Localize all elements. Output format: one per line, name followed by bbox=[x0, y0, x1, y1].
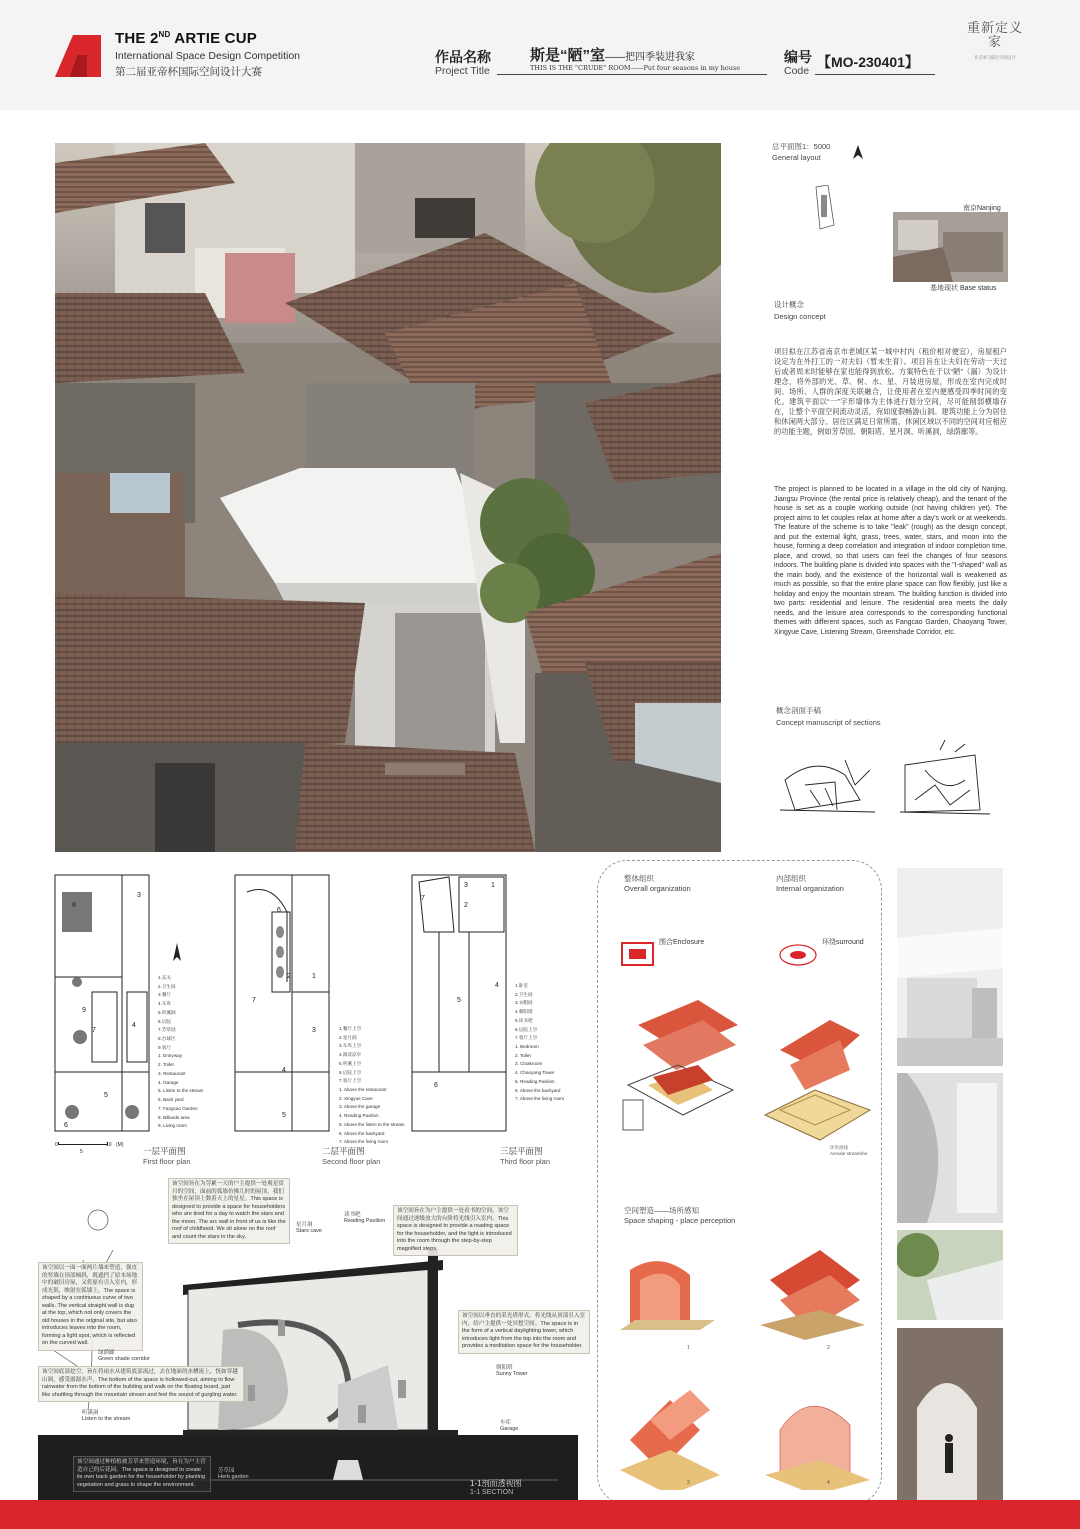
svg-text:8: 8 bbox=[72, 902, 76, 909]
first-floor-legend-item: 4.车库 bbox=[158, 1001, 172, 1007]
second-floor-legend-item: 7.客厅上空 bbox=[339, 1078, 362, 1084]
third-floor-legend-item: 6. Above the backyard bbox=[515, 1087, 561, 1093]
svg-text:6: 6 bbox=[277, 907, 281, 914]
brand-subtitle: International Space Design Competition bbox=[115, 50, 301, 62]
second-floor-plan bbox=[232, 872, 332, 1134]
third-floor-legend-item: 1. Bedroom bbox=[515, 1044, 539, 1050]
interior-rendering-3-art bbox=[897, 1230, 1003, 1320]
svg-text:3: 3 bbox=[137, 892, 141, 899]
site-plan-icon bbox=[806, 185, 836, 230]
interior-rendering-1-art bbox=[897, 868, 1003, 1066]
first-floor-legend-item: 7.芳草园 bbox=[158, 1027, 176, 1033]
second-floor-caption-cn: 二层平面图 bbox=[322, 1146, 365, 1156]
space-shaping-diagrams bbox=[620, 1240, 870, 1490]
third-floor-caption-cn: 三层平面图 bbox=[500, 1146, 543, 1156]
design-concept-cn: 设计概念 bbox=[774, 300, 804, 309]
second-floor-legend-item: 5.听溪上空 bbox=[339, 1060, 362, 1066]
third-floor-legend-item: 4.朝阳塔 bbox=[515, 1009, 533, 1015]
label-herb-en: Herb garden bbox=[218, 1474, 249, 1480]
annular-streamline-label bbox=[830, 1145, 868, 1156]
design-concept-en: Design concept bbox=[774, 312, 826, 321]
third-floor-legend-item: 7.客厅上空 bbox=[515, 1035, 538, 1041]
seal-text: 重新定义家 bbox=[966, 21, 1023, 51]
svg-text:5: 5 bbox=[104, 1092, 108, 1099]
hero-rendering bbox=[55, 143, 721, 852]
artie-cup-logo bbox=[55, 33, 101, 77]
first-floor-legend-item: 8.台球区 bbox=[158, 1036, 176, 1042]
label-garage-cn: 车库 bbox=[500, 1420, 512, 1426]
interior-rendering-4-art bbox=[897, 1328, 1003, 1500]
second-floor-caption-en: Second floor plan bbox=[322, 1157, 381, 1166]
annular-streamline-cn: 环形流线 bbox=[830, 1145, 848, 1150]
first-floor-legend-item: 7. Fangcao Garden bbox=[158, 1105, 198, 1111]
section-note-stream: 该空间底部挖空，旨在将雨水从建筑底部流过，去在地面的水槽流上，恍如穿越山涧，感受潺潺水声。The bottom of the space is hollowed-out, aiming to flow rainwater from the bottom of the building and walk on the floating board, just like shuttling through the mountain stream and feel the sound of gurgling water. bbox=[38, 1366, 244, 1402]
first-floor-legend-item: 6. Back yard bbox=[158, 1097, 184, 1103]
first-floor-legend-item: 9.客厅 bbox=[158, 1044, 172, 1050]
second-floor-legend-item: 2. Xingyue Cave bbox=[339, 1095, 373, 1101]
brand-subtitle-cn: 第二届亚帝杯国际空间设计大赛 bbox=[115, 66, 262, 78]
section-note-herb: 该空间通过种植植被芳草来塑造环境，旨在为户主营造自己的后花园。The space is designed to create its own back garden for the householder by planting vegetation and grass to shape the environment. bbox=[73, 1456, 211, 1492]
seal-sub: 亚帝杯 国际空间设计 bbox=[974, 54, 1016, 60]
footer-band bbox=[0, 1500, 1080, 1529]
third-floor-caption-en: Third floor plan bbox=[500, 1157, 551, 1166]
code-label-en: Code bbox=[784, 65, 810, 77]
nanjing-label: 南京Nanjing bbox=[963, 205, 1001, 212]
svg-text:4: 4 bbox=[132, 1022, 136, 1029]
code-underline bbox=[815, 74, 935, 75]
first-floor-legend-item: 2. Toilet bbox=[158, 1062, 174, 1068]
first-floor-legend-item: 5. Listen to the stream bbox=[158, 1088, 204, 1094]
svg-text:5: 5 bbox=[282, 1112, 286, 1119]
label-stars-cave bbox=[296, 1220, 322, 1234]
project-label-en: Project Title bbox=[435, 65, 490, 77]
internal-org-en: Internal organization bbox=[776, 884, 844, 893]
label-herb-cn: 芳草园 bbox=[218, 1468, 235, 1474]
svg-text:4: 4 bbox=[495, 982, 499, 989]
label-garage bbox=[500, 1418, 518, 1432]
label-sunny-cn: 朝阳塔 bbox=[496, 1365, 513, 1371]
base-status-label: 基地现状 Base status bbox=[930, 285, 997, 292]
label-reading bbox=[344, 1210, 385, 1224]
first-floor-plan bbox=[52, 872, 152, 1134]
concept-sketches bbox=[775, 740, 1015, 825]
second-floor-legend-item: 5. Above the listen to the stream bbox=[339, 1121, 405, 1127]
third-floor-legend-item: 5.读书吧 bbox=[515, 1017, 533, 1023]
overall-org-cn: 整体组织 bbox=[624, 874, 654, 883]
svg-text:6: 6 bbox=[64, 1122, 68, 1129]
third-floor-legend-item: 4. Chaoyang Tower bbox=[515, 1070, 555, 1076]
interior-rendering-4 bbox=[897, 1328, 1003, 1500]
surround-icon bbox=[776, 940, 821, 970]
seal-logo bbox=[965, 22, 1035, 82]
section-note-sunny: 该空间以垂直的采光塔形式，将光线从顶部引入室内，给户主提供一处冥想空间。The space is in the form of a vertical daylighting tower, which introduces light from the top into the room and provides a meditation space for the householder. bbox=[458, 1310, 590, 1354]
hero-rendering-art bbox=[55, 143, 721, 852]
scale-label: 0 bbox=[55, 1142, 58, 1148]
internal-org-cn: 内部组织 bbox=[776, 874, 806, 883]
second-floor-legend-item: 3.车库上空 bbox=[339, 1043, 362, 1049]
first-floor-legend-item: 5.听溪洞 bbox=[158, 1009, 176, 1015]
second-floor-legend-item: 2.星月洞 bbox=[339, 1034, 357, 1040]
third-floor-plan bbox=[409, 872, 509, 1134]
interior-rendering-2 bbox=[897, 1073, 1003, 1223]
label-stars-cave-cn: 星月洞 bbox=[296, 1222, 313, 1228]
scale-bar bbox=[58, 1142, 108, 1145]
diagram-num: 4 bbox=[827, 1480, 830, 1486]
general-layout-label-en: General layout bbox=[772, 153, 821, 162]
first-floor-legend-item: 4. Garage bbox=[158, 1079, 179, 1085]
svg-text:3: 3 bbox=[312, 1027, 316, 1034]
interior-rendering-1 bbox=[897, 868, 1003, 1066]
code-value: 【MO-230401】 bbox=[817, 54, 919, 70]
third-floor-legend-item: 2. Toilet bbox=[515, 1052, 531, 1058]
third-floor-legend-item: 1.卧室 bbox=[515, 983, 529, 988]
svg-text:7: 7 bbox=[421, 895, 425, 902]
second-floor-legend bbox=[339, 1025, 405, 1147]
label-reading-en: Reading Pavilion bbox=[344, 1218, 386, 1224]
label-garage-en: Garage bbox=[500, 1426, 519, 1432]
svg-text:2: 2 bbox=[464, 902, 468, 909]
title-underline bbox=[497, 74, 767, 75]
second-floor-legend-item: 1. Above the restaurant bbox=[339, 1087, 387, 1093]
surround-label: 环绕surround bbox=[822, 939, 864, 946]
label-green bbox=[98, 1348, 150, 1362]
first-floor-legend-item: 3. Restaurant bbox=[158, 1070, 186, 1076]
svg-text:9: 9 bbox=[82, 1007, 86, 1014]
first-floor-caption-cn: 一层平面图 bbox=[143, 1146, 186, 1156]
scale-label: 5 bbox=[80, 1149, 83, 1155]
third-floor-legend-item: 3.衣帽间 bbox=[515, 1000, 533, 1006]
label-green-en: Green shade corridor bbox=[98, 1356, 150, 1362]
svg-text:3: 3 bbox=[464, 882, 468, 889]
svg-text:7: 7 bbox=[252, 997, 256, 1004]
second-floor-legend-item: 7. Above the living room bbox=[339, 1139, 389, 1145]
sketch-label-cn: 概念剖面手稿 bbox=[776, 706, 821, 715]
section-note-reading: 该空间旨在为户主提供一处看书的空间，该空间通过逐级放大的台阶将光线引入室内。This space is designed to provide a reading space for the householder, and the light is introduced into the room through the step-by-step magnified steps. bbox=[393, 1205, 518, 1256]
label-reading-cn: 读书吧 bbox=[344, 1212, 361, 1218]
first-floor-legend-item: 1.玄关 bbox=[158, 975, 172, 980]
label-stream-en: Listen to the stream bbox=[82, 1416, 131, 1422]
second-floor-legend-item: 1.餐厅上空 bbox=[339, 1026, 362, 1031]
section-title-en: 1-1 SECTION bbox=[470, 1489, 514, 1496]
first-floor-legend-item: 8. Billiards area bbox=[158, 1114, 190, 1120]
third-floor-legend bbox=[515, 982, 564, 1104]
first-floor-legend-item: 2.卫生间 bbox=[158, 983, 176, 989]
svg-text:1: 1 bbox=[491, 882, 495, 889]
second-floor-legend-item: 6. Above the backyard bbox=[339, 1130, 385, 1136]
overall-exploded-diagram bbox=[618, 995, 748, 1145]
north-arrow-icon bbox=[172, 943, 182, 965]
interior-rendering-2-art bbox=[897, 1073, 1003, 1223]
project-label-cn: 作品名称 bbox=[435, 49, 491, 65]
overall-org-en: Overall organization bbox=[624, 884, 691, 893]
first-floor-legend-item: 6.后院 bbox=[158, 1018, 172, 1024]
svg-text:6: 6 bbox=[434, 1082, 438, 1089]
third-floor-legend-item: 6.后院上空 bbox=[515, 1026, 538, 1032]
label-stream bbox=[82, 1408, 130, 1422]
label-sunny-en: Sunny Tower bbox=[496, 1371, 528, 1377]
svg-text:5: 5 bbox=[457, 997, 461, 1004]
diagram-num: 1 bbox=[687, 1345, 690, 1351]
label-sunny bbox=[496, 1363, 528, 1377]
svg-text:2: 2 bbox=[287, 973, 291, 980]
second-floor-legend-item: 4. Reading Pavilion bbox=[339, 1113, 379, 1119]
second-floor-legend-item: 6.后院上空 bbox=[339, 1069, 362, 1075]
first-floor-legend-item: 9. Living room bbox=[158, 1123, 187, 1129]
sketch-label-en: Concept manuscript of sections bbox=[776, 718, 881, 727]
enclosure-label: 围合Enclosure bbox=[659, 939, 705, 946]
first-floor-legend-item: 3.餐厅 bbox=[158, 992, 172, 998]
scale-unit: (M) bbox=[116, 1142, 124, 1148]
third-floor-legend-item: 2.卫生间 bbox=[515, 991, 533, 997]
second-floor-legend-item: 4.阅读凉亭 bbox=[339, 1052, 362, 1058]
base-status-photo-art bbox=[893, 212, 1008, 282]
third-floor-legend-item: 3. Cloakroom bbox=[515, 1061, 543, 1067]
brand-title: THE 2ND ARTIE CUP bbox=[115, 30, 257, 47]
concept-text-cn: 项目拟在江苏省南京市老城区某一城中村内（租价相对便宜），房屋租户设定为在外打工的一对夫妇（暂未生育）。项目旨在让夫妇在劳动一天过后或者周末时能够在家也能得到放松。方案特色在于以“陋”（漏）为设计理念，将外部的光、草、树、水、星、月装进房屋，形成在室内完成时间、场所、人群的深度关联融合，让使用者在室内便感受四季时间的变化。建筑平面以“一”字形墙体为主体进行划分空间，尽可能削弱横墙存在，让整个平面空间流动灵活，宛如度假畅游山洞。建筑功能上分为居住和休闲两大部分。居住区满足日常所需，休闲区域以不同的空间对应相应的功能主题，例如芳草园、朝阳塔、星月洞、听溪洞，绿荫廊等。 bbox=[774, 347, 1007, 436]
enclosure-icon bbox=[621, 942, 654, 966]
annular-streamline-en: Annular streamline bbox=[830, 1151, 868, 1156]
label-green-cn: 绿荫廊 bbox=[98, 1350, 115, 1356]
first-floor-legend bbox=[158, 974, 203, 1131]
svg-text:1: 1 bbox=[312, 973, 316, 980]
label-stars-cave-en: Stars cave bbox=[296, 1228, 322, 1234]
header bbox=[0, 0, 1080, 110]
scale-label: 10 bbox=[106, 1142, 112, 1148]
section-title-cn: 1-1剖面透视图 bbox=[470, 1479, 522, 1488]
space-shaping-cn: 空间塑造——场所感知 bbox=[624, 1206, 699, 1215]
base-status-photo bbox=[893, 212, 1008, 282]
internal-exploded-diagram bbox=[760, 1010, 880, 1150]
north-arrow-icon bbox=[852, 145, 864, 159]
diagram-num: 2 bbox=[827, 1345, 830, 1351]
section-note-green: 该空间以一面一面两片墙来塑造，强直的竖墙在顶部倾斜，既遮挡了原本场地中的破旧房屋，又将原有引入室内，形成光影，映射在弧墙上。The space is shaped by a continuous curve of two walls. The vertical straight wall is dug at the top, which not only covers the old houses in the original site, but also introduces leaves into the room, forming a light spot, which is reflected on the curved wall. bbox=[38, 1262, 143, 1351]
section-note-stars: 该空间旨在为劳累一天的户主提供一处观星赏月的空间，面前的弧墙仿佛儿时的屋顶，我们独坐在屋顶上数着天上的星星。This space is designed to provide a space for householders who are tired for a day to watch the stars and the moon. The arc wall in front of us is like the roof of childhood. We sit alone on the roof and count the stars in the sky. bbox=[168, 1178, 290, 1244]
project-title-cn: 斯是“陋”室——把四季装进我家 bbox=[530, 47, 696, 64]
first-floor-legend-item: 1. Entryway bbox=[158, 1053, 182, 1059]
space-shaping-en: Space shaping - place perception bbox=[624, 1216, 736, 1225]
first-floor-caption-en: First floor plan bbox=[143, 1157, 191, 1166]
concept-text-en: The project is planned to be located in a village in the old city of Nanjing, Jiangsu Province (the rental price is relatively cheap), and the tenant of the house is set as a couple working outside (not having children yet). The project aims to let couples relax at home after a day's work or at weekends. The feature of the scheme is to take "leak" (rough) as the design concept, and put the external light, grass, trees, water, stars, and moon into the house, forming a deep correlation and integration of indoor completion time, place, and crowd, so that users can feel the changes of four seasons indoors. The building plane is divided into spaces with the "I-shaped" wall as the main body, and the existence of the horizontal wall is weakened as much as possible, so that the entire plane space can flow flexibly, just like a holiday and enjoy the mountain stream. The building function is divided into two parts: residential and leisure. The residential area meets the daily needs, and the leisure area corresponds to the corresponding functional themes with different spaces, such as Fangcao Garden, Chaoyang Tower, Xingyue Cave, Listening Stream, Greenshade Corridor, etc. bbox=[774, 486, 1007, 636]
label-stream-cn: 听溪洞 bbox=[82, 1410, 99, 1416]
general-layout-label-cn: 总平面图1：5000 bbox=[772, 142, 831, 151]
diagram-num: 3 bbox=[687, 1480, 690, 1486]
interior-rendering-3 bbox=[897, 1230, 1003, 1320]
second-floor-legend-item: 3. Above the garage bbox=[339, 1104, 381, 1110]
project-title-en: THIS IS THE "CRUDE" ROOM——Put four seasons in my house bbox=[530, 64, 741, 72]
third-floor-legend-item: 5. Reading Pavilion bbox=[515, 1078, 555, 1084]
svg-text:7: 7 bbox=[92, 1027, 96, 1034]
label-herb bbox=[218, 1466, 249, 1480]
svg-text:4: 4 bbox=[282, 1067, 286, 1074]
code-label-cn: 编号 bbox=[784, 49, 812, 65]
third-floor-legend-item: 7. Above the living room bbox=[515, 1096, 565, 1102]
